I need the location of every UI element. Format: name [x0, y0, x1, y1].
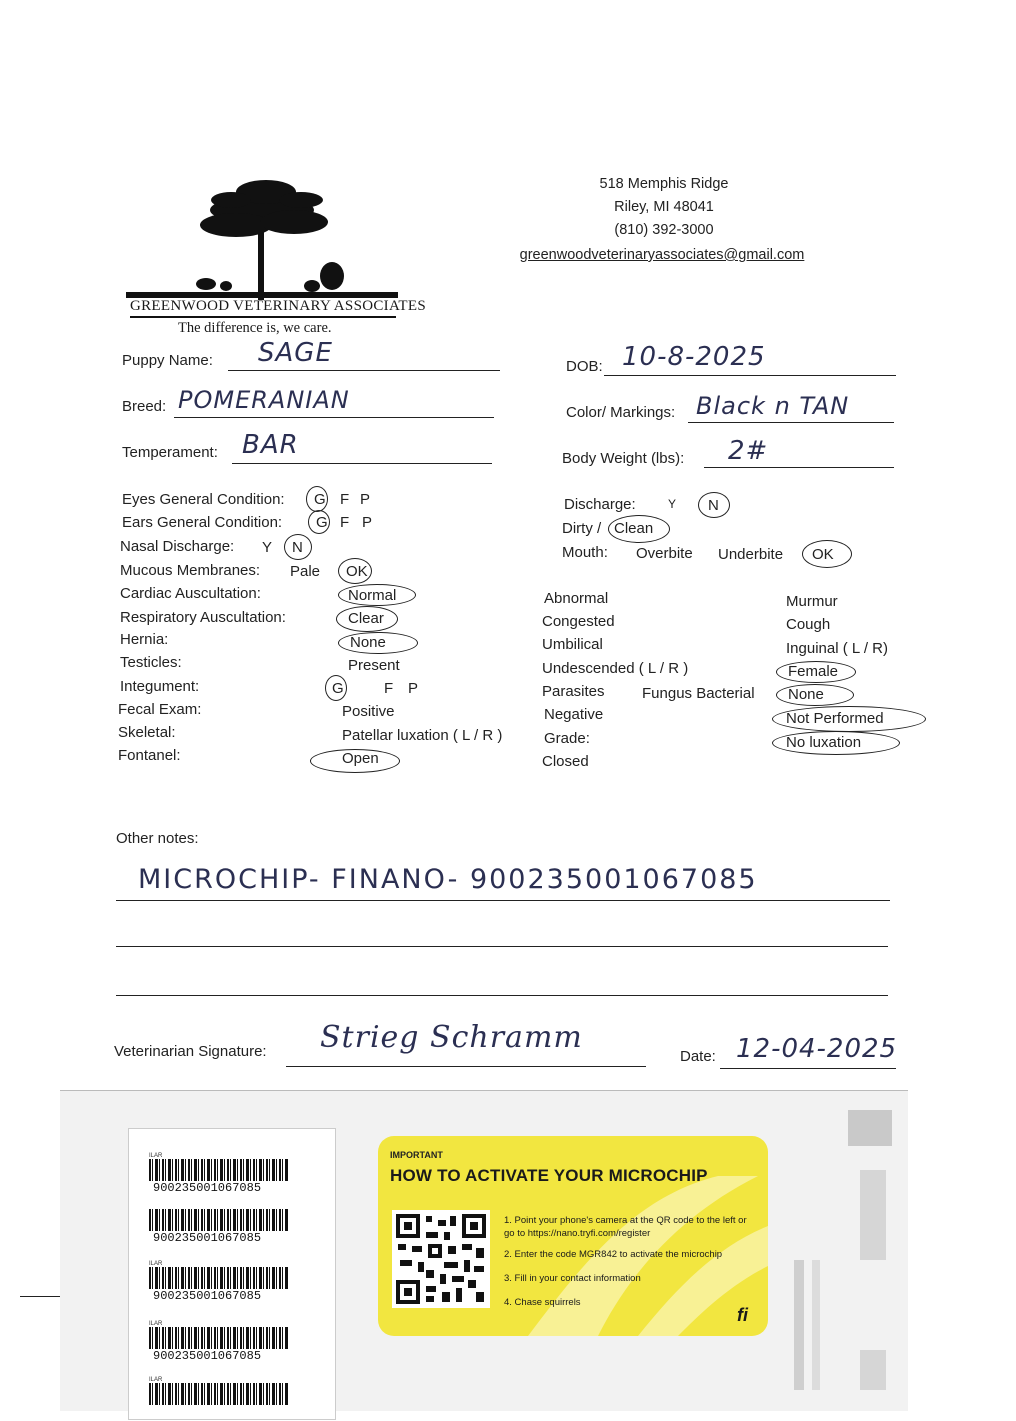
temperament-label: Temperament:	[122, 444, 218, 461]
card-title: HOW TO ACTIVATE YOUR MICROCHIP	[390, 1166, 708, 1185]
tree-logo-icon	[126, 170, 398, 305]
mid-congested[interactable]: Congested	[542, 613, 615, 630]
dob-value: 10-8-2025	[622, 342, 766, 372]
cardiac-label: Cardiac Auscultation:	[120, 585, 261, 602]
hernia-none[interactable]: None	[350, 634, 386, 651]
mid-abnormal[interactable]: Abnormal	[544, 590, 609, 607]
other-notes-label: Other notes:	[116, 830, 199, 847]
mucous-ok[interactable]: OK	[346, 563, 368, 580]
breed-label: Breed:	[122, 398, 167, 415]
fontanel-label: Fontanel:	[118, 747, 181, 764]
discharge-y[interactable]: Y	[668, 497, 677, 511]
mid-grade: Grade:	[544, 730, 590, 747]
right-no-luxation[interactable]: No luxation	[786, 734, 862, 751]
fontanel-open[interactable]: Open	[342, 750, 379, 767]
nasal-y[interactable]: Y	[262, 539, 273, 556]
mid-negative[interactable]: Negative	[544, 706, 604, 723]
barcode-tag: ILAR	[149, 1377, 163, 1383]
eyes-p[interactable]: P	[360, 491, 371, 508]
dob-label: DOB:	[566, 358, 603, 375]
signature-label: Veterinarian Signature:	[114, 1043, 267, 1060]
clinic-tagline: The difference is, we care.	[178, 320, 332, 336]
barcode-labels	[128, 1128, 336, 1420]
barcode-bars-icon	[149, 1327, 289, 1349]
other-notes-value: MICROCHIP- FINANO- 900235001067085	[138, 864, 758, 895]
barcode-tag: ILAR	[149, 1321, 163, 1327]
step-3: 3. Fill in your contact information	[504, 1273, 641, 1284]
testicles-present[interactable]: Present	[348, 657, 400, 674]
mid-fungus[interactable]: Fungus Bacterial	[642, 685, 755, 702]
right-female[interactable]: Female	[788, 663, 839, 680]
weight-value: 2#	[728, 436, 769, 466]
barcode-label	[143, 1153, 313, 1197]
eyes-f[interactable]: F	[340, 491, 350, 508]
barcode-label	[143, 1321, 313, 1365]
mouth-underbite[interactable]: Underbite	[718, 546, 784, 563]
barcode-number: 900235001067085	[153, 1181, 262, 1195]
step-2: 2. Enter the code MGR842 to activate the microchip	[504, 1249, 723, 1260]
hernia-label: Hernia:	[120, 631, 169, 648]
integument-label: Integument:	[120, 678, 200, 695]
barcode-bars-icon	[149, 1209, 289, 1231]
puppy-name-label: Puppy Name:	[122, 352, 213, 369]
integument-p[interactable]: P	[408, 680, 419, 697]
mid-closed[interactable]: Closed	[542, 753, 589, 770]
mouth-label: Mouth:	[562, 544, 608, 561]
ears-g[interactable]: G	[316, 514, 328, 531]
mid-parasites[interactable]: Parasites	[542, 683, 605, 700]
mouth-ok[interactable]: OK	[812, 546, 834, 563]
mouth-overbite[interactable]: Overbite	[636, 545, 693, 562]
ears-p[interactable]: P	[362, 514, 373, 531]
testicles-label: Testicles:	[120, 654, 182, 671]
eyes-g[interactable]: G	[314, 491, 326, 508]
packet-decor-icon	[790, 1110, 900, 1400]
veterinarian-signature: Strieg Schramm	[320, 1020, 583, 1055]
barcode-tag: ILAR	[149, 1261, 163, 1267]
right-murmur[interactable]: Murmur	[786, 593, 838, 610]
cardiac-normal[interactable]: Normal	[348, 587, 397, 604]
nasal-n[interactable]: N	[292, 539, 303, 556]
barcode-number: 900235001067085	[153, 1289, 262, 1303]
puppy-name-value: SAGE	[258, 338, 333, 368]
clinic-name: GREENWOOD VETERINARY ASSOCIATES	[130, 298, 426, 314]
right-inguinal[interactable]: Inguinal ( L / R)	[786, 640, 888, 657]
respiratory-clear[interactable]: Clear	[348, 610, 384, 627]
clinic-logo	[126, 170, 426, 340]
card-important: IMPORTANT	[390, 1150, 443, 1160]
clinic-phone: (810) 392-3000	[614, 222, 714, 238]
barcode-bars-icon	[149, 1159, 289, 1181]
packet-decor-text	[790, 1110, 900, 1400]
fecal-positive[interactable]: Positive	[342, 703, 395, 720]
skeletal-label: Skeletal:	[118, 724, 176, 741]
activation-card	[378, 1136, 768, 1336]
step-1: 1. Point your phone's camera at the QR code to the left or go to https://nano.tryfi.com/register	[504, 1215, 747, 1239]
respiratory-label: Respiratory Auscultation:	[120, 609, 286, 626]
right-cough[interactable]: Cough	[786, 616, 831, 633]
skeletal-patellar[interactable]: Patellar luxation ( L / R )	[342, 727, 503, 744]
color-label: Color/ Markings:	[566, 404, 676, 421]
barcode-label	[143, 1377, 313, 1421]
weight-label: Body Weight (lbs):	[562, 450, 685, 467]
address-line1: 518 Memphis Ridge	[599, 176, 729, 192]
clean-label[interactable]: Clean	[614, 520, 654, 537]
dirty-label[interactable]: Dirty /	[562, 520, 602, 537]
clinic-email: greenwoodveterinaryassociates@gmail.com	[519, 247, 805, 263]
discharge-label: Discharge:	[564, 496, 636, 513]
qr-code-icon[interactable]	[392, 1210, 490, 1308]
mid-umbilical[interactable]: Umbilical	[542, 636, 603, 653]
temperament-value: BAR	[242, 430, 299, 460]
integument-g[interactable]: G	[332, 680, 344, 697]
nasal-label: Nasal Discharge:	[120, 538, 235, 555]
fecal-label: Fecal Exam:	[118, 701, 202, 718]
mid-undescended[interactable]: Undescended ( L / R )	[542, 660, 689, 677]
barcode-bars-icon	[149, 1383, 289, 1405]
date-label: Date:	[680, 1048, 716, 1065]
mucous-label: Mucous Membranes:	[120, 562, 261, 579]
step-4: 4. Chase squirrels	[504, 1297, 581, 1308]
mucous-pale[interactable]: Pale	[290, 563, 321, 580]
integument-f[interactable]: F	[384, 680, 394, 697]
discharge-n[interactable]: N	[708, 497, 719, 514]
address-line2: Riley, MI 48041	[614, 199, 714, 215]
barcode-bars-icon	[149, 1267, 289, 1289]
right-not-performed[interactable]: Not Performed	[786, 710, 884, 727]
eyes-label: Eyes General Condition:	[122, 491, 285, 508]
barcode-number: 900235001067085	[153, 1349, 262, 1363]
fi-logo: fi	[737, 1305, 748, 1325]
barcode-tag: ILAR	[149, 1153, 163, 1159]
color-value: Black n TAN	[696, 392, 850, 420]
barcode-number: 900235001067085	[153, 1231, 262, 1245]
barcode-label	[143, 1261, 313, 1305]
ears-f[interactable]: F	[340, 514, 350, 531]
right-none[interactable]: None	[788, 686, 824, 703]
breed-value: POMERANIAN	[178, 386, 350, 414]
ears-label: Ears General Condition:	[122, 514, 283, 531]
barcode-label	[143, 1209, 313, 1253]
date-value: 12-04-2025	[736, 1034, 898, 1064]
